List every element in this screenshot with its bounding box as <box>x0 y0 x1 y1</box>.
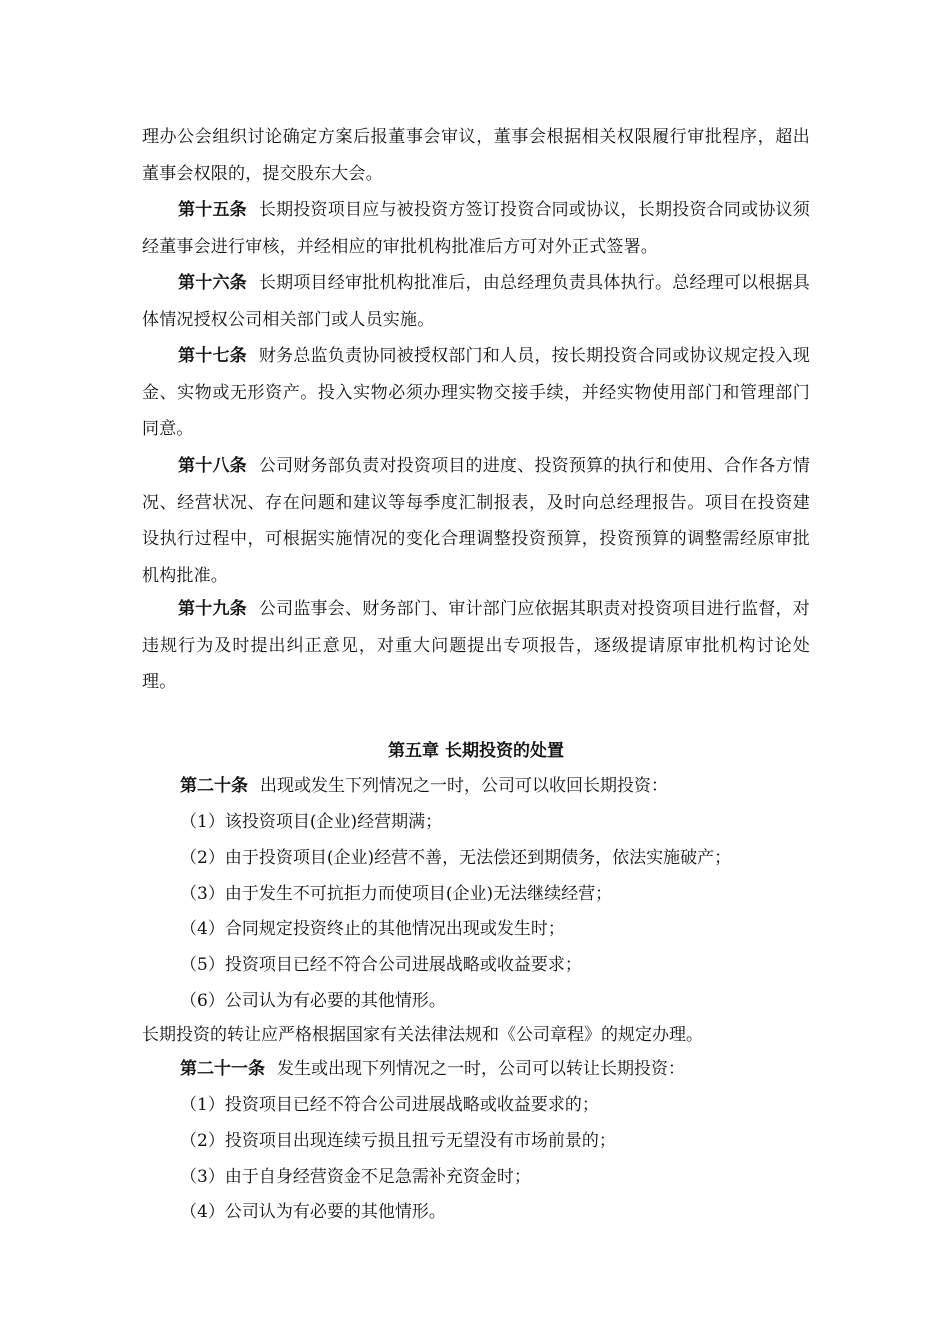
article-text: 公司财务部负责对投资项目的进度、投资预算的执行和使用、合作各方情况、经营状况、存在问题和建议等每季度汇制报表，及时向总经理报告。项目在投资建设执行过程中，可根据实施情况的变化合理调整投资预算，投资预算的调整需经原审批机构批准。 <box>142 456 810 586</box>
list-item: （2）投资项目出现连续亏损且扭亏无望没有市场前景的； <box>180 1131 616 1151</box>
article-16 <box>142 265 810 338</box>
article-text: 财务总监负责协同被授权部门和人员，按长期投资合同或协议规定投入现金、实物或无形资产。投入实物必须办理实物交接手续，并经实物使用部门和管理部门同意。 <box>142 346 810 440</box>
list-item: （5）投资项目已经不符合公司进展战略或收益要求； <box>180 955 582 975</box>
article-19 <box>142 591 810 701</box>
list-item: （4）公司认为有必要的其他情形。 <box>180 1202 446 1222</box>
paragraph-continuation <box>142 119 810 192</box>
article-15 <box>142 192 810 265</box>
article-text: 出现或发生下列情况之一时，公司可以收回长期投资： <box>260 776 668 796</box>
article-label: 第二十条 <box>180 776 248 796</box>
list-item: （6）公司认为有必要的其他情形。 <box>180 991 446 1011</box>
article-20 <box>180 768 848 804</box>
article-text: 公司监事会、财务部门、审计部门应依据其职责对投资项目进行监督，对违规行为及时提出纠正意见，对重大问题提出专项报告，逐级提请原审批机构讨论处理。 <box>142 599 810 693</box>
list-item: （3）由于发生不可抗拒力而使项目(企业)无法继续经营； <box>180 884 613 904</box>
article-label: 第十五条 <box>178 200 247 220</box>
list-item: （2）由于投资项目(企业)经营不善，无法偿还到期债务，依法实施破产； <box>180 848 732 868</box>
list-item: （1）该投资项目(企业)经营期满； <box>180 812 443 832</box>
paragraph-text: 理办公会组织讨论确定方案后报董事会审议，董事会根据相关权限履行审批程序，超出董事会权限的，提交股东大会。 <box>142 127 810 184</box>
article-label: 第二十一条 <box>180 1059 265 1079</box>
list-item: （4）合同规定投资终止的其他情况出现或发生时； <box>180 919 565 939</box>
list-item: （3）由于自身经营资金不足急需补充资金时； <box>180 1167 531 1187</box>
list-item: （1）投资项目已经不符合公司进展战略或收益要求的； <box>180 1095 599 1115</box>
article-text: 长期投资项目应与被投资方签订投资合同或协议，长期投资合同或协议须经董事会进行审核，并经相应的审批机构批准后方可对外正式签署。 <box>142 200 810 257</box>
article-text: 发生或出现下列情况之一时，公司可以转让长期投资： <box>277 1059 685 1079</box>
article-17 <box>142 338 810 448</box>
article-18 <box>142 448 810 594</box>
article-text: 长期项目经审批机构批准后，由总经理负责具体执行。总经理可以根据具体情况授权公司相关部门或人员实施。 <box>142 273 810 330</box>
transfer-note: 长期投资的转让应严格根据国家有关法律法规和《公司章程》的规定办理。 <box>142 1025 703 1045</box>
article-label: 第十六条 <box>178 273 247 293</box>
article-label: 第十九条 <box>178 599 247 619</box>
chapter-title: 第五章 长期投资的处置 <box>388 741 564 761</box>
article-label: 第十七条 <box>178 346 247 366</box>
article-label: 第十八条 <box>178 456 247 476</box>
article-21 <box>180 1051 848 1087</box>
